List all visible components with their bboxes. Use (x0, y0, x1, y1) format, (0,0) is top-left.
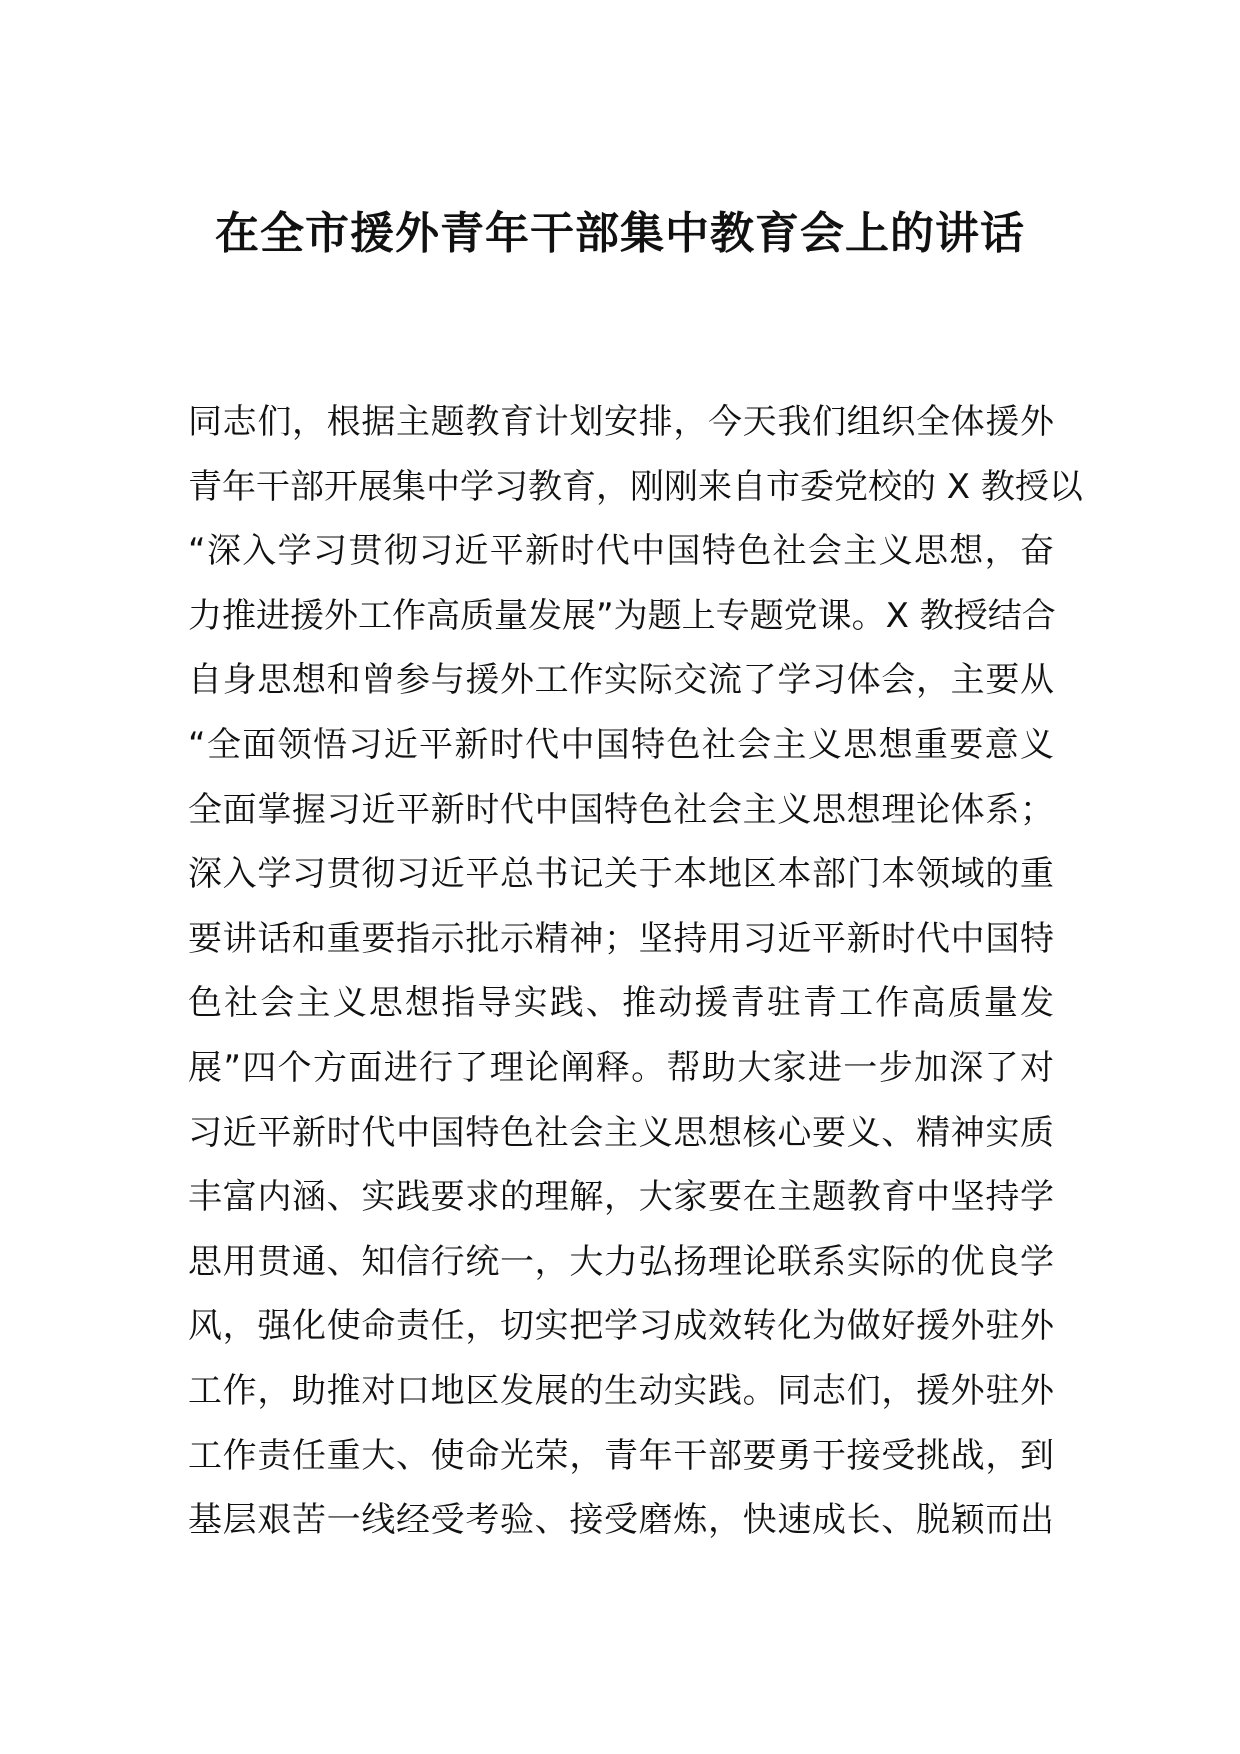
text-line: 色社会主义思想指导实践、推动援青驻青工作高质量发 (188, 983, 1054, 1024)
text-line: 要讲话和重要指示批示精神；坚持用习近平新时代中国特 (188, 918, 1054, 959)
text-line: 工作，助推对口地区发展的生动实践。同志们，援外驻外 (188, 1370, 1054, 1411)
text-line: “全面领悟习近平新时代中国特色社会主义思想重要意义 (188, 724, 1054, 765)
text-line: 展”四个方面进行了理论阐释。帮助大家进一步加深了对 (188, 1047, 1054, 1088)
text-line: 丰富内涵、实践要求的理解，大家要在主题教育中坚持学 (188, 1177, 1054, 1218)
text-line: “深入学习贯彻习近平新时代中国特色社会主义思想，奋 (188, 531, 1054, 572)
text-line: 自身思想和曾参与援外工作实际交流了学习体会，主要从 (188, 660, 1054, 701)
text-line: 力推进援外工作高质量发展”为题上专题党课。X 教授结合 (188, 595, 1056, 636)
text-line: 全面掌握习近平新时代中国特色社会主义思想理论体系； (188, 789, 1054, 830)
text-line: 基层艰苦一线经受考验、接受磨炼，快速成长、脱颖而出 (188, 1500, 1054, 1541)
body-paragraph (188, 390, 1083, 1553)
text-line: 思用贯通、知信行统一，大力弘扬理论联系实际的优良学 (188, 1241, 1054, 1282)
text-line: 深入学习贯彻习近平总书记关于本地区本部门本领域的重 (188, 854, 1054, 895)
text-line: 青年干部开展集中学习教育，刚刚来自市委党校的 X 教授以 (188, 466, 1083, 507)
text-line: 习近平新时代中国特色社会主义思想核心要义、精神实质 (188, 1112, 1054, 1153)
text-line: 工作责任重大、使命光荣，青年干部要勇于接受挑战，到 (188, 1435, 1054, 1476)
document-title: 在全市援外青年干部集中教育会上的讲话 (215, 208, 1025, 259)
text-line: 风，强化使命责任，切实把学习成效转化为做好援外驻外 (188, 1306, 1054, 1347)
text-line: 同志们，根据主题教育计划安排，今天我们组织全体援外 (188, 402, 1054, 442)
